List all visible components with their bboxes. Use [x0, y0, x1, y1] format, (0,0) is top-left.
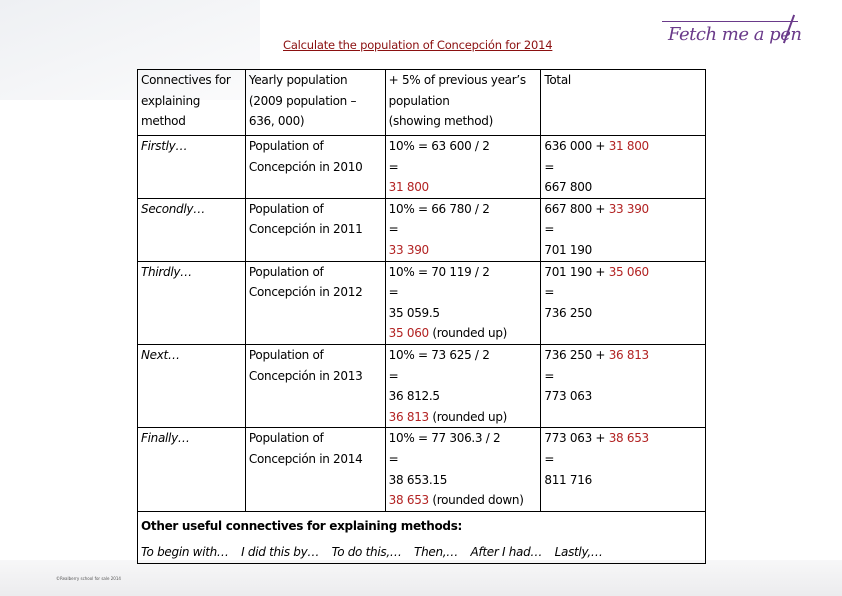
- header-connectives: Connectives for explaining method: [138, 70, 246, 136]
- footer-row: [138, 511, 706, 563]
- table-row: [138, 261, 706, 344]
- total-cell: 636 000 + 31 800 = 667 800: [541, 136, 706, 199]
- connective-item: I did this by…: [241, 545, 320, 560]
- total-cell: 667 800 + 33 390 = 701 190: [541, 198, 706, 261]
- background-footer: [0, 560, 842, 596]
- calc-cell: 10% = 63 600 / 2 = 31 800: [385, 136, 541, 199]
- copyright: ©Realberry school for sale 2014: [56, 576, 121, 581]
- connective-item: To do this,…: [331, 545, 402, 560]
- header-row: [138, 70, 706, 136]
- calc-cell: 10% = 66 780 / 2 = 33 390: [385, 198, 541, 261]
- connective-item: Then,…: [414, 545, 458, 560]
- table-row: [138, 136, 706, 199]
- connective-cell: Thirdly…: [138, 261, 246, 344]
- connective-cell: Firstly…: [138, 136, 246, 199]
- footer-heading: Other useful connectives for explaining methods:: [141, 518, 463, 533]
- calc-cell: 10% = 77 306.3 / 2 = 38 653.15 38 653 (rounded down): [385, 428, 541, 511]
- total-cell: 736 250 + 36 813 = 773 063: [541, 344, 706, 427]
- header-percent: + 5% of previous year’s population (showing method): [385, 70, 541, 136]
- connective-item: Lastly,…: [554, 545, 603, 560]
- total-cell: 773 063 + 38 653 = 811 716: [541, 428, 706, 511]
- header-total: Total: [541, 70, 706, 136]
- year-cell: Population of Concepción in 2011: [245, 198, 385, 261]
- page-title: Calculate the population of Concepción for 2014: [283, 38, 553, 52]
- connective-item: After I had…: [470, 545, 543, 560]
- connective-list: [141, 536, 702, 563]
- population-table: [137, 69, 706, 564]
- total-cell: 701 190 + 35 060 = 736 250: [541, 261, 706, 344]
- year-cell: Population of Concepción in 2014: [245, 428, 385, 511]
- table-row: [138, 198, 706, 261]
- header-yearly: Yearly population (2009 population – 636, 000): [245, 70, 385, 136]
- calc-cell: 10% = 73 625 / 2 = 36 812.5 36 813 (rounded up): [385, 344, 541, 427]
- year-cell: Population of Concepción in 2010: [245, 136, 385, 199]
- connective-cell: Finally…: [138, 428, 246, 511]
- calc-cell: 10% = 70 119 / 2 = 35 059.5 35 060 (rounded up): [385, 261, 541, 344]
- logo: Fetch me a pen: [668, 24, 802, 45]
- logo-line: [662, 21, 798, 22]
- connective-item: To begin with…: [141, 545, 229, 560]
- table-row: [138, 344, 706, 427]
- table-row: [138, 428, 706, 511]
- connective-cell: Secondly…: [138, 198, 246, 261]
- year-cell: Population of Concepción in 2013: [245, 344, 385, 427]
- year-cell: Population of Concepción in 2012: [245, 261, 385, 344]
- connective-cell: Next…: [138, 344, 246, 427]
